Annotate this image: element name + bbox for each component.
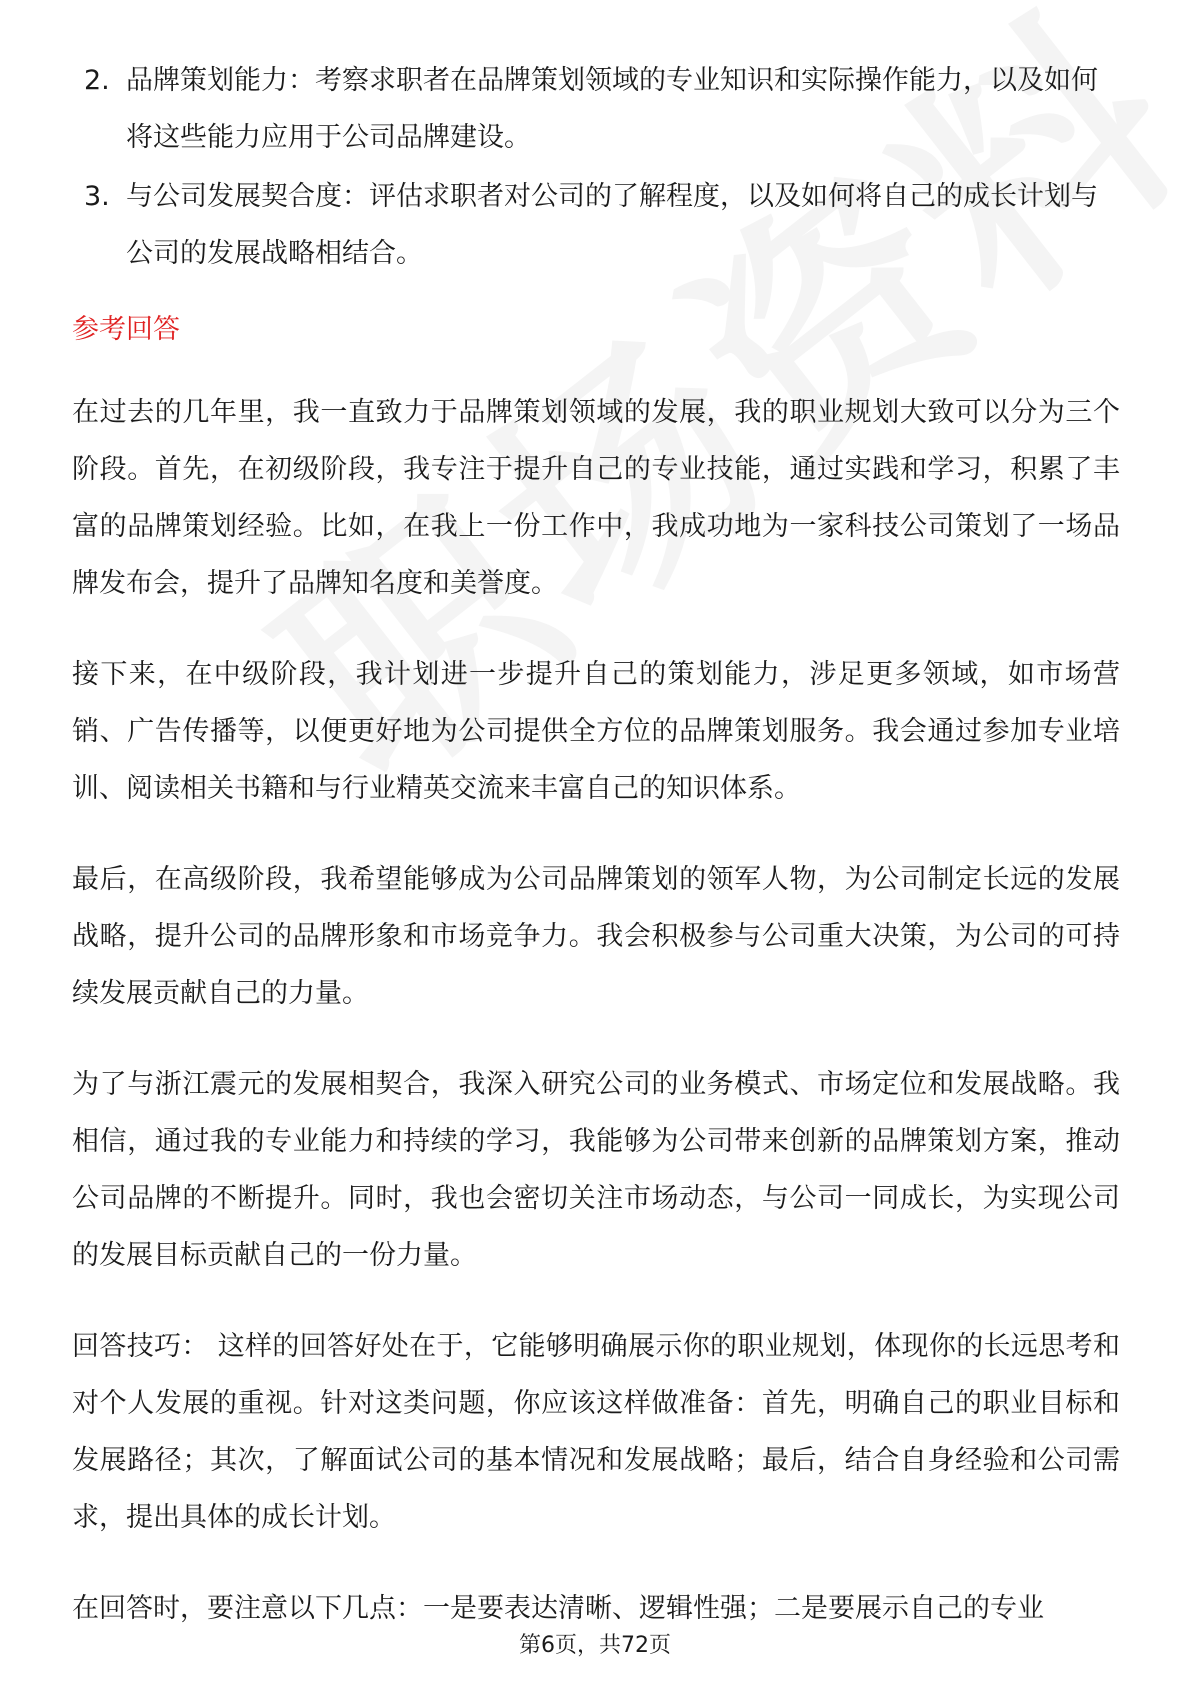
list-item-text: 品牌策划能力：考察求职者在品牌策划领域的专业知识和实际操作能力，以及如何将这些能力应用于公司品牌建设。 — [126, 65, 1098, 153]
page-content — [72, 52, 1120, 1671]
page-number: 第6页，共72页 — [519, 1633, 671, 1658]
list-item-number: 2. — [84, 65, 110, 96]
evaluation-criteria-list — [72, 52, 1120, 282]
list-item — [72, 168, 1120, 282]
paragraph: 回答技巧： 这样的回答好处在于，它能够明确展示你的职业规划，体现你的长远思考和对个人发展的重视。针对这类问题，你应该这样做准备：首先，明确自己的职业目标和发展路径；其次，了解面试公司的基本情况和发展战略；最后，结合自身经验和公司需求，提出具体的成长计划。 — [72, 1331, 1120, 1533]
paragraph: 在过去的几年里，我一直致力于品牌策划领域的发展，我的职业规划大致可以分为三个阶段。首先，在初级阶段，我专注于提升自己的专业技能，通过实践和学习，积累了丰富的品牌策划经验。比如，在我上一份工作中，我成功地为一家科技公司策划了一场品牌发布会，提升了品牌知名度和美誉度。 — [72, 397, 1120, 599]
paragraph: 在回答时，要注意以下几点：一是要表达清晰、逻辑性强；二是要展示自己的专业 — [72, 1593, 1044, 1624]
paragraph: 最后，在高级阶段，我希望能够成为公司品牌策划的领军人物，为公司制定长远的发展战略，提升公司的品牌形象和市场竞争力。我会积极参与公司重大决策，为公司的可持续发展贡献自己的力量。 — [72, 864, 1120, 1009]
list-item — [72, 52, 1120, 166]
paragraph: 接下来，在中级阶段，我计划进一步提升自己的策划能力，涉足更多领域，如市场营销、广告传播等，以便更好地为公司提供全方位的品牌策划服务。我会通过参加专业培训、阅读相关书籍和与行业精英交流来丰富自己的知识体系。 — [72, 659, 1120, 804]
section-heading: 参考回答 — [72, 314, 180, 345]
list-item-text: 与公司发展契合度：评估求职者对公司的了解程度，以及如何将自己的成长计划与公司的发展战略相结合。 — [126, 181, 1098, 269]
list-item-number: 3. — [84, 181, 110, 212]
paragraph: 为了与浙江震元的发展相契合，我深入研究公司的业务模式、市场定位和发展战略。我相信，通过我的专业能力和持续的学习，我能够为公司带来创新的品牌策划方案，推动公司品牌的不断提升。同时，我也会密切关注市场动态，与公司一同成长，为实现公司的发展目标贡献自己的一份力量。 — [72, 1069, 1120, 1271]
